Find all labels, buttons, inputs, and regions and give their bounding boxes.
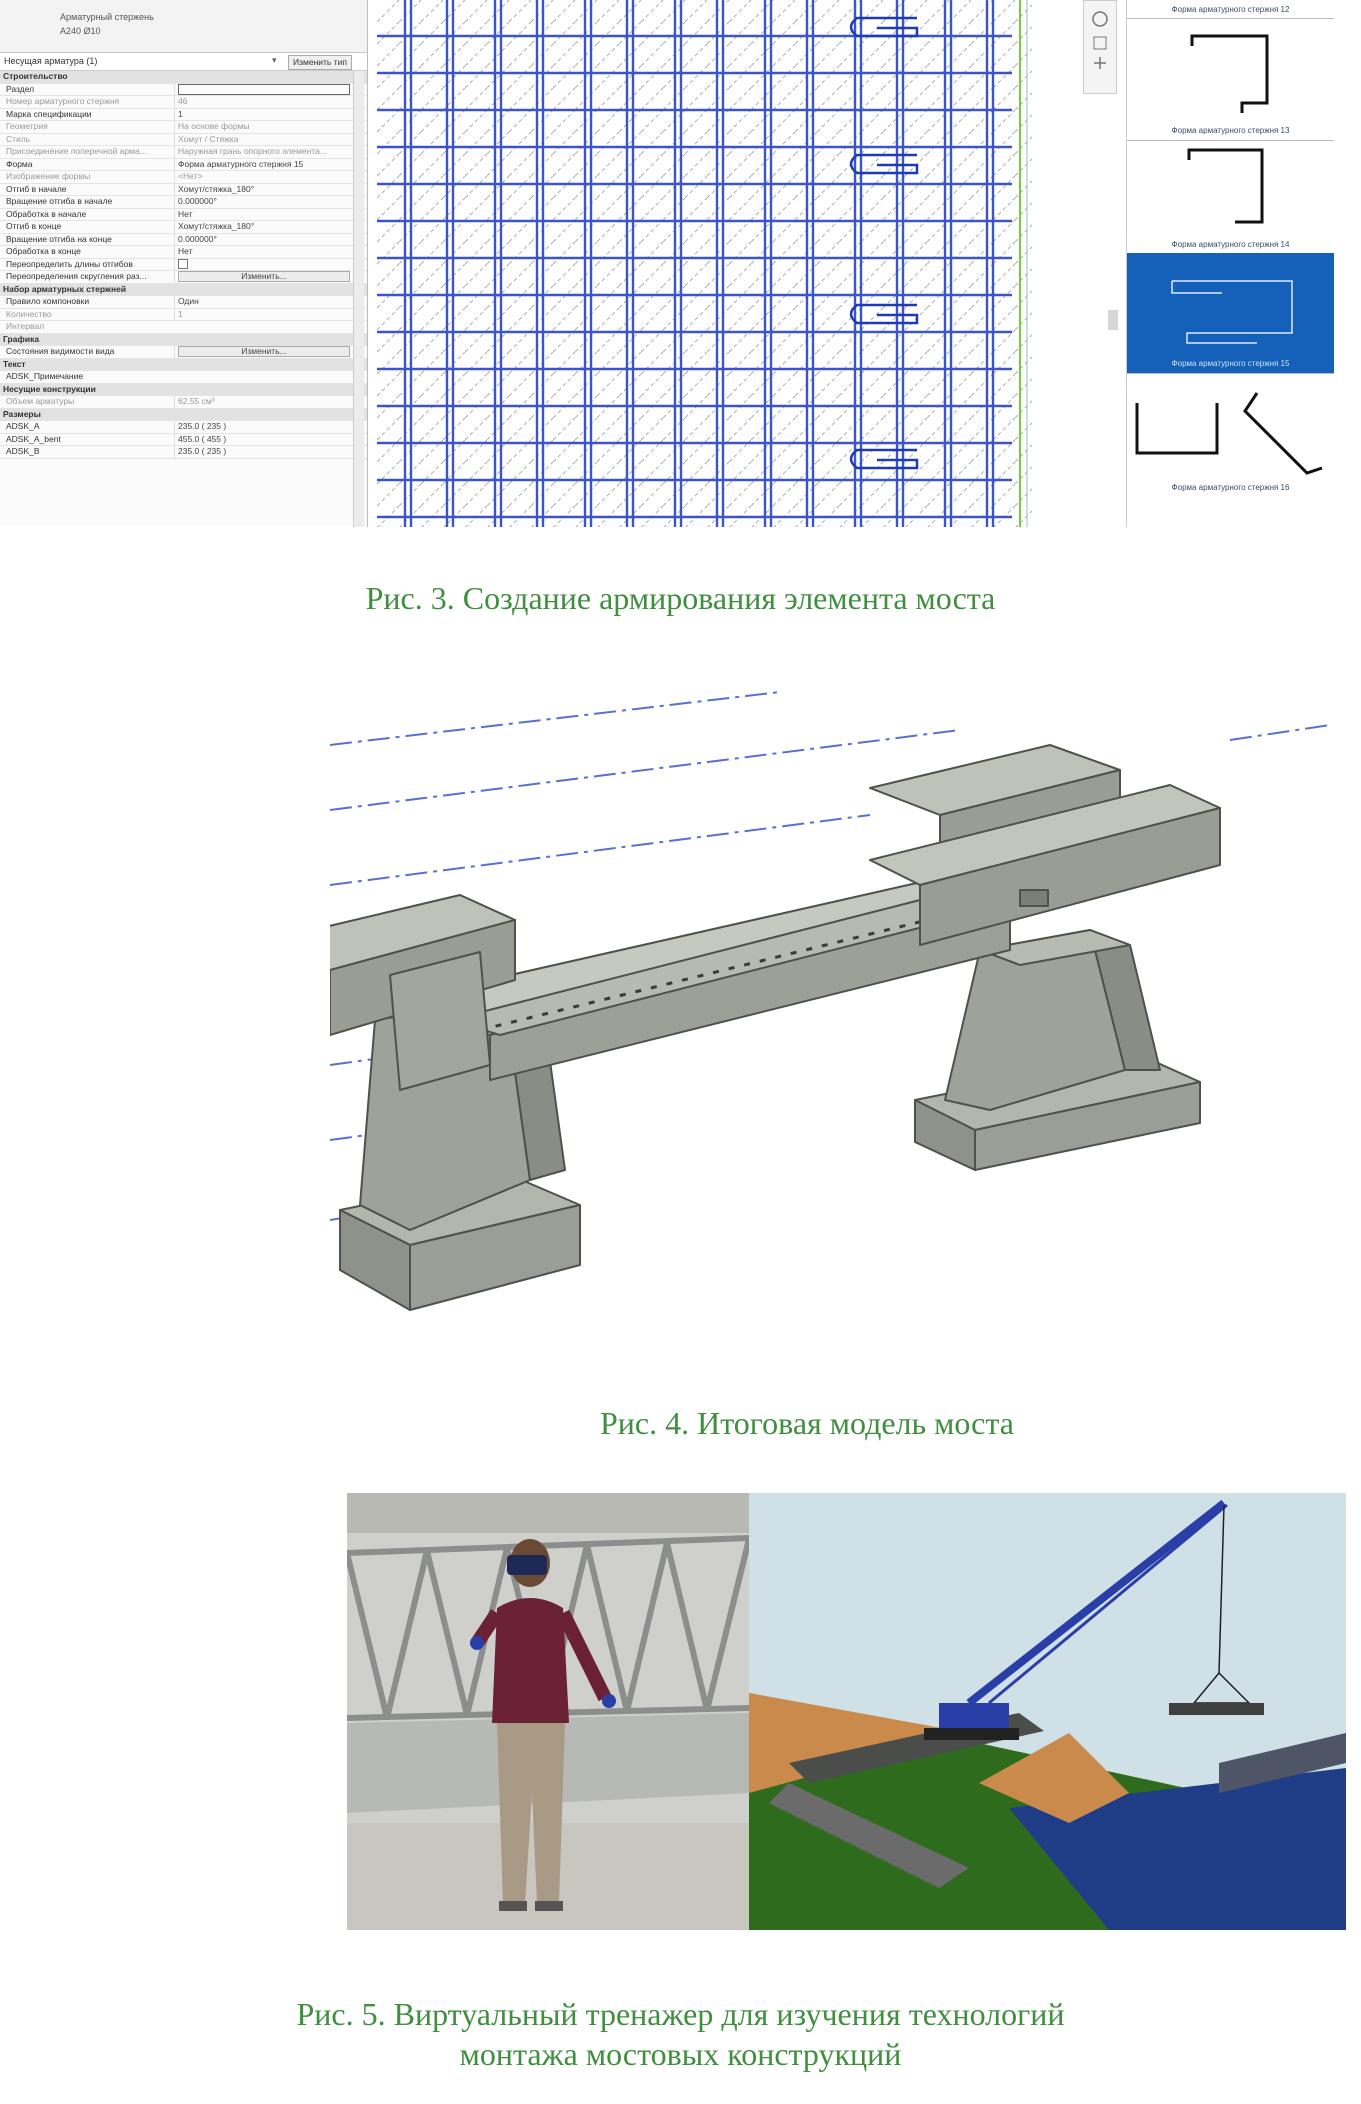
figure-5-caption-line1: Рис. 5. Виртуальный тренажер для изучения технологий [296,1996,1065,2032]
property-row[interactable] [0,271,367,284]
property-value[interactable]: Наружная грань опорного элемента... [174,146,353,158]
figure-4-caption: Рис. 4. Итоговая модель моста [600,1405,1014,1441]
property-value[interactable]: Нет [174,246,353,258]
property-row[interactable] [0,246,367,259]
property-row[interactable] [0,309,367,322]
figure-3-caption: Рис. 3. Создание армирования элемента моста [365,580,996,616]
shape-15-preview [1127,253,1334,358]
property-row[interactable] [0,134,367,147]
property-row[interactable] [0,221,367,234]
property-value[interactable] [174,271,353,283]
property-value[interactable]: Форма арматурного стержня 15 [174,159,353,171]
shape-cell[interactable] [1127,0,1334,19]
property-value[interactable]: 46 [174,96,353,108]
shape-13-preview [1127,18,1334,126]
shape-cell[interactable] [1127,140,1334,254]
figure-5-caption-line2: монтажа мостовых конструкций [459,2036,902,2072]
property-key: ADSK_B [6,446,40,456]
property-row[interactable] [0,346,367,359]
vr-headset-icon [507,1555,547,1575]
shape-label: Форма арматурного стержня 16 [1171,483,1290,492]
property-key: Изображение формы [6,171,91,181]
property-edit-button[interactable]: Изменить... [178,346,350,357]
property-row[interactable] [0,109,367,122]
edit-type-button[interactable]: Изменить тип [288,55,352,70]
property-group-header[interactable] [0,384,367,397]
property-checkbox[interactable] [178,259,188,269]
shape-label: Форма арматурного стержня 12 [1171,5,1290,14]
property-value[interactable]: Хомут / Стяжка [174,134,353,146]
property-key: Набор арматурных стержней [3,283,127,294]
vr-trainee-photo [347,1493,749,1930]
property-value[interactable]: Один [174,296,353,308]
property-key: Стиль [6,133,31,144]
shape-browser-scrollbar[interactable] [1108,310,1118,330]
property-group-header[interactable] [0,284,367,297]
properties-scrollbar[interactable] [353,71,364,527]
zoom-icon[interactable] [1094,37,1106,49]
shape-cell[interactable] [1127,373,1334,527]
shape-14-preview [1127,140,1334,240]
view-cube-icon[interactable] [1093,12,1107,26]
property-value[interactable]: 455.0 ( 455 ) [174,434,353,446]
property-key: Переопределения скругления раз... [6,271,147,281]
property-key: Правило компоновки [6,296,90,306]
property-key: Состояния видимости вида [6,346,115,356]
property-value[interactable]: 0.000000° [174,196,353,208]
property-key: Обработка в конце [6,246,81,256]
property-value[interactable]: 0.000000° [174,234,353,246]
property-key: Марка спецификации [6,108,92,119]
rebar-shape-browser [1126,0,1334,527]
shape-label: Форма арматурного стержня 14 [1171,240,1290,249]
property-group-header[interactable] [0,71,367,84]
property-value[interactable]: 1 [174,309,353,321]
property-row[interactable] [0,121,367,134]
property-value[interactable]: <Нет> [174,171,353,183]
properties-table [0,71,367,459]
property-key: Текст [3,358,26,369]
instance-filter-dropdown[interactable]: Несущая арматура (1) [4,56,98,66]
property-row[interactable] [0,321,367,334]
property-group-header[interactable] [0,334,367,347]
property-key: Геометрия [6,121,48,131]
shape-cell-selected[interactable] [1127,253,1334,374]
property-group-header[interactable] [0,359,367,372]
property-key: Переопределить длины отгибов [6,258,133,269]
property-key: Объем арматуры [6,396,75,406]
property-key: Раздел [6,83,35,94]
property-key: Номер арматурного стержня [6,96,120,106]
property-key: Размеры [3,408,41,419]
type-name: А240 Ø10 [60,26,101,36]
vr-controller-icon [470,1636,484,1650]
property-row[interactable] [0,96,367,109]
property-key: Количество [6,308,52,319]
property-input[interactable] [178,84,350,95]
property-edit-button[interactable]: Изменить... [178,271,350,282]
property-row[interactable] [0,184,367,197]
property-row[interactable] [0,371,367,384]
type-selector-header[interactable] [0,0,367,53]
shape-16-preview [1127,373,1334,498]
property-key: Строительство [3,71,68,81]
property-value[interactable]: 62.55 см³ [174,396,353,408]
property-value[interactable]: Хомут/стяжка_180° [174,184,353,196]
property-key: Графика [3,333,40,344]
view-toolstrip [1083,0,1117,94]
shape-label: Форма арматурного стержня 15 [1171,359,1290,368]
property-row[interactable] [0,171,367,184]
property-row[interactable] [0,396,367,409]
left-abutment-wall [390,952,490,1090]
instance-filter-row [0,54,367,71]
property-row[interactable] [0,84,367,97]
property-key: ADSK_A_bent [6,433,61,444]
shape-cell[interactable] [1127,18,1334,141]
property-row[interactable] [0,234,367,247]
property-key: Отгиб в начале [6,183,67,194]
property-key: Интервал [6,321,45,331]
property-group-header[interactable] [0,409,367,422]
concrete-hatch [377,0,1032,527]
property-key: ADSK_Примечание [6,371,84,381]
property-value[interactable]: 235.0 ( 235 ) [174,446,353,458]
vr-controller-icon [602,1694,616,1708]
rebar-drawing-view[interactable] [377,0,1032,527]
property-key: Несущие конструкции [3,383,96,394]
chevron-down-icon[interactable]: ▾ [272,55,277,65]
property-value[interactable] [174,84,353,96]
properties-panel [0,0,368,527]
property-row[interactable] [0,159,367,172]
suspended-girder [1169,1703,1264,1715]
property-key: Вращение отгиба на конце [6,233,112,244]
property-key: Вращение отгиба в начале [6,196,113,206]
property-value[interactable]: 1 [174,109,353,121]
property-value[interactable]: Нет [174,209,353,221]
type-family-name: Арматурный стержень [60,12,154,22]
bearing-block [1020,890,1048,906]
property-row[interactable] [0,196,367,209]
property-row[interactable] [0,421,367,434]
pan-icon[interactable] [1094,57,1106,69]
property-key: Форма [6,158,33,169]
property-row[interactable] [0,296,367,309]
property-row[interactable] [0,446,367,459]
property-value[interactable]: На основе формы [174,121,353,133]
property-row[interactable] [0,259,367,272]
property-value[interactable] [174,346,353,358]
property-key: Обработка в начале [6,208,87,219]
crane-simulation-view [749,1493,1346,1930]
property-key: ADSK_A [6,421,40,431]
property-row[interactable] [0,146,367,159]
shape-label: Форма арматурного стержня 13 [1171,126,1290,135]
property-value[interactable]: 235.0 ( 235 ) [174,421,353,433]
property-key: Отгиб в конце [6,221,62,231]
property-key: Присоединение поперечной арма... [6,146,147,156]
property-value[interactable]: Хомут/стяжка_180° [174,221,353,233]
property-value[interactable] [174,259,353,271]
bridge-3d-model [330,690,1361,1350]
property-row[interactable] [0,209,367,222]
property-row[interactable] [0,434,367,447]
